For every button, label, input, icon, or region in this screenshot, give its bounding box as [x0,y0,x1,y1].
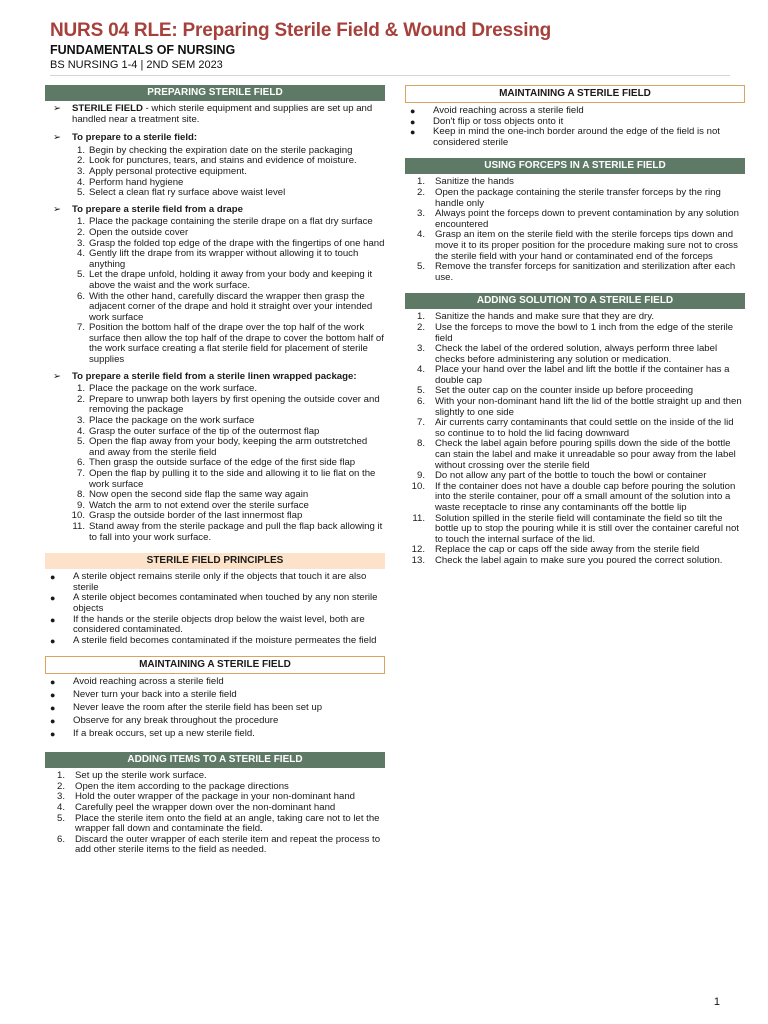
section-heading-solution: ADDING SOLUTION TO A STERILE FIELD [405,293,745,309]
list-item [45,572,385,593]
item-number: 5. [416,261,425,273]
list-item [45,188,385,199]
item-number: 8. [76,489,85,501]
item-text: Grasp the outer surface of the tip of the outermost flap [89,425,320,437]
item-number: 4. [76,176,85,188]
section-heading-principles: STERILE FIELD PRINCIPLES [45,553,385,569]
item-number: 11. [412,512,425,524]
item-number: 5. [76,187,85,199]
list-item [405,230,745,262]
item-text: Place the package containing the sterile drape on a flat dry surface [89,216,373,228]
item-number: 7. [76,468,85,479]
list-item [45,690,385,701]
item-number: 3. [76,415,85,427]
item-number: 8. [416,438,425,450]
arrow-bullet-icon: ➢ [53,370,62,382]
item-text: Never turn your back into a sterile field [73,689,237,701]
item-text: Avoid reaching across a sterile field [433,105,584,116]
item-number: 1. [76,144,85,156]
item-number: 3. [416,208,425,220]
item-text: Keep in mind the one-inch border around the edge of the field is not considered sterile [433,126,720,148]
item-number: 1. [56,770,65,782]
item-number: 4. [76,248,85,260]
item-text: Position the bottom half of the drape over the top half of the work surface then allow the top half of the drape to cover the bottom half of the work surface creating a flat sterile field for placement of sterile supplies [89,322,384,366]
item-number: 5. [76,269,85,281]
right-column [405,85,745,567]
item-text: Remove the transfer forceps for sanitization and sterilization after each use. [435,261,736,283]
list-item [45,835,385,856]
item-text: Now open the second side flap the same way again [89,489,309,501]
item-text: Carefully peel the wrapper down over the non-dominant hand [75,802,336,814]
course-subtitle: FUNDAMENTALS OF NURSING [50,43,236,57]
bullet-icon: ● [50,690,56,701]
item-text: Never leave the room after the sterile field has been set up [73,702,323,714]
item-number: 6. [56,833,65,845]
maintaining-list-left [45,677,385,740]
item-text: Replace the cap or caps off the side away from the sterile field [435,544,700,556]
item-text: Check the label of the ordered solution, always perform three label checks before administering any solution or medication. [435,343,718,365]
bullet-icon: ● [410,116,416,127]
bullet-icon: ● [50,703,56,714]
item-number: 12. [411,544,425,556]
item-text: Apply personal protective equipment. [89,165,247,177]
item-text: Do not allow any part of the bottle to touch the bowl or container [435,470,707,482]
item-text: Grasp the outside border of the last innermost flap [89,510,303,522]
bullet-icon: ● [50,716,56,727]
list-item [45,249,385,270]
list-item [45,593,385,614]
list-item [45,729,385,740]
document-header [50,20,740,72]
group-title-linen: ➢ To prepare a sterile field from a sterile linen wrapped package: [53,370,357,382]
item-number: 2. [416,321,425,333]
item-number: 7. [76,322,85,334]
arrow-bullet-icon: ➢ [53,103,62,114]
bullet-icon: ● [50,729,56,740]
arrow-bullet-icon: ➢ [53,203,62,215]
item-text: If the container does not have a double cap before pouring the solution into the sterile container, pour off a small amount of the solution into a waste receptacle to rinse any contaminants off the bottle lip [435,480,736,513]
item-text: A sterile object remains sterile only if the objects that touch it are also sterile [73,571,367,593]
bullet-icon: ● [410,127,416,138]
item-text: Solution spilled in the sterile field will contaminate the field so tilt the bottle up to stop the pouring while it is still over the container careful not to touch the internal surface of the lid. [435,512,739,545]
section-heading-adding-items: ADDING ITEMS TO A STERILE FIELD [45,752,385,768]
item-number: 1. [416,311,425,323]
list-item [405,482,745,514]
bullet-icon: ● [50,635,56,646]
list-item [45,703,385,714]
item-text: Watch the arm to not extend over the sterile surface [89,499,309,511]
item-text: Prepare to unwrap both layers by first opening the outside cover and removing the package [89,393,380,416]
item-text: Check the label again to make sure you poured the correct solution. [435,554,723,566]
item-number: 6. [76,290,85,302]
forceps-steps-list [405,177,745,283]
item-text: Place the sterile item onto the field at an angle, taking care not to let the wrapper fall down and contaminate the field. [75,812,380,835]
item-number: 3. [416,343,425,355]
item-text: Gently lift the drape from its wrapper without allowing it to touch anything [89,248,359,270]
item-number: 2. [76,155,85,167]
item-text: Air currents carry contaminants that could settle on the inside of the lid so continue to to hold the lid facing downward [435,417,734,439]
list-item [405,514,745,546]
item-text: Let the drape unfold, holding it away from your body and keeping it above the waist and the work surface. [89,269,373,291]
item-number: 3. [56,791,65,803]
list-item [405,439,745,471]
item-text: Begin by checking the expiration date on the sterile packaging [89,144,353,156]
section-heading-forceps: USING FORCEPS IN A STERILE FIELD [405,158,745,174]
item-number: 2. [416,186,425,198]
list-item [405,397,745,418]
item-number: 9. [416,470,425,482]
list-item [45,323,385,365]
list-item [45,395,385,416]
list-item [45,270,385,291]
list-item [405,262,745,283]
solution-steps-list [405,312,745,566]
item-number: 5. [416,385,425,397]
item-text: If a break occurs, set up a new sterile field. [73,728,255,740]
item-number: 6. [416,396,425,408]
item-text: Open the outside cover [89,226,189,238]
item-text: Observe for any break throughout the procedure [73,715,279,727]
item-text: Grasp the folded top edge of the drape with the fingertips of one hand [89,237,385,249]
list-item [405,323,745,344]
list-item [405,209,745,230]
item-text: Hold the outer wrapper of the package in your non-dominant hand [75,791,355,803]
item-text: With the other hand, carefully discard the wrapper then grasp the adjacent corner of the drape and hold it straight over your intended work surface [89,290,373,323]
item-number: 5. [76,436,85,448]
item-text: With your non-dominant hand lift the lid of the bottle straight up and then slightly to one side [435,396,742,418]
item-text: Grasp an item on the sterile field with the sterile forceps tips down and move it to its proper position for the procedure making sure not to cross the sterile field with your hand or contaminated end of the forceps [435,229,738,262]
item-number: 2. [76,393,85,405]
item-text: Use the forceps to move the bowl to 1 inch from the edge of the sterile field [435,321,734,344]
sterile-field-definition [45,104,385,125]
linen-steps-list [45,384,385,543]
item-text: If the hands or the sterile objects drop below the waist level, both are considered contaminated. [73,613,365,636]
item-number: 4. [416,364,425,376]
list-item [405,127,745,148]
list-item [45,716,385,727]
course-meta: BS NURSING 1-4 | 2ND SEM 2023 [50,59,223,71]
item-number: 4. [76,425,85,437]
list-item [45,814,385,835]
bullet-icon: ● [50,593,56,604]
item-text: Open the flap away from your body, keeping the arm outstretched and away from the sterile field [89,436,368,458]
item-text: Don't flip or toss objects onto it [433,115,564,127]
item-text: Open the flap by pulling it to the side and allowing it to lie flat on the work surface [89,468,376,490]
item-text: Perform hand hygiene [89,176,184,188]
item-text: Check the label again before pouring spills down the side of the bottle can stain the label and make it unreadable so pour away from the label without crossing over the sterile field [435,438,736,471]
bullet-icon: ● [50,572,56,583]
bullet-icon: ● [50,677,56,688]
definition-text: - which sterile equipment and supplies are set up and handled near a treatment site. [72,103,373,125]
item-number: 10. [71,510,85,522]
item-number: 6. [76,457,85,469]
drape-steps-list [45,217,385,365]
item-text: Set up the sterile work surface. [75,770,207,782]
item-number: 1. [416,176,425,188]
item-number: 1. [76,383,85,395]
definition-term: STERILE FIELD [72,103,143,114]
page-number: 1 [713,996,720,1008]
item-text: Sanitize the hands [435,176,514,188]
list-item [45,469,385,490]
bullet-icon: ● [410,106,416,116]
bullet-icon: ● [50,614,56,625]
item-text: Open the package containing the sterile transfer forceps by the ring handle only [435,186,721,209]
item-number: 2. [56,780,65,792]
item-number: 3. [76,237,85,249]
item-text: Place the package on the work surface [89,415,255,427]
item-number: 3. [76,165,85,177]
item-text: A sterile field becomes contaminated if the moisture permeates the field [73,634,377,646]
item-text: A sterile object becomes contaminated when touched by any non sterile objects [73,592,378,614]
list-item [45,292,385,324]
item-text: Always point the forceps down to prevent contamination by any solution encountered [435,208,739,230]
item-text: Set the outer cap on the counter inside up before proceeding [435,385,694,397]
section-heading-maintaining-right: MAINTAINING A STERILE FIELD [405,85,745,103]
adding-items-list [45,771,385,856]
item-text: Select a clean flat ry surface above waist level [89,187,286,199]
list-item [405,344,745,365]
section-heading-maintaining-left: MAINTAINING A STERILE FIELD [45,656,385,674]
left-column [45,85,385,856]
item-text: Place your hand over the label and lift the bottle if the container has a double cap [435,364,730,386]
list-item [45,677,385,688]
list-item [405,418,745,439]
document-title: NURS 04 RLE: Preparing Sterile Field & Wound Dressing [50,20,552,41]
item-number: 2. [76,226,85,238]
item-number: 11. [72,520,85,532]
maintaining-list-right [405,106,745,148]
list-item [45,615,385,636]
list-item [405,188,745,209]
item-number: 4. [416,229,425,241]
arrow-bullet-icon: ➢ [53,132,62,144]
item-number: 5. [56,812,65,824]
list-item [45,437,385,458]
list-item [405,365,745,386]
item-text: Stand away from the sterile package and pull the flap back allowing it to fall into your work surface. [89,520,383,543]
section-heading-preparing: PREPARING STERILE FIELD [45,85,385,101]
item-number: 7. [416,417,425,429]
item-number: 10. [411,480,425,492]
principles-list [45,572,385,646]
list-item [45,522,385,543]
item-text: Open the item according to the package directions [75,780,289,792]
item-text: Then grasp the outside surface of the edge of the first side flap [89,457,356,469]
item-number: 4. [56,802,65,814]
list-item [45,636,385,647]
item-number: 13. [411,554,425,566]
item-number: 1. [76,216,85,228]
item-text: Look for punctures, tears, and stains and evidence of moisture. [89,155,357,167]
item-number: 9. [76,499,85,511]
item-text: Avoid reaching across a sterile field [73,676,224,688]
group-title-prepare: ➢ To prepare to a sterile field: [53,132,198,144]
item-text: Discard the outer wrapper of each sterile item and repeat the process to add other sterile items to the field as needed. [75,833,381,856]
prepare-steps-list [45,146,385,199]
item-text: Place the package on the work surface. [89,383,257,395]
header-divider [50,75,730,76]
list-item [405,556,745,567]
item-text: Sanitize the hands and make sure that they are dry. [435,311,655,323]
group-title-drape: ➢ To prepare a sterile field from a drape [53,203,243,215]
